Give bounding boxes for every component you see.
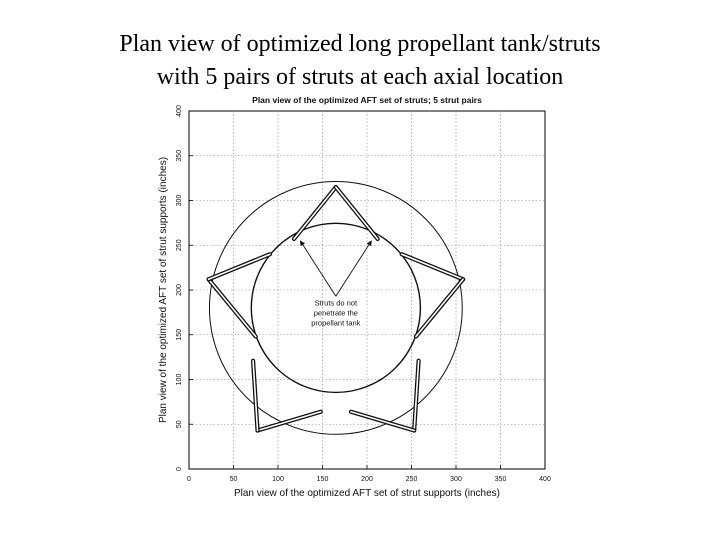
y-tick-label: 300	[176, 194, 183, 207]
y-tick-label: 250	[176, 239, 183, 252]
annotation-text-line: propellant tank	[311, 318, 361, 328]
x-tick-label: 250	[405, 476, 418, 483]
x-tick-label: 300	[450, 476, 462, 483]
y-tick-label: 200	[176, 284, 183, 296]
y-tick-label: 350	[176, 149, 183, 162]
y-tick-label: 0	[176, 467, 183, 471]
y-tick-label: 150	[176, 328, 183, 341]
x-tick-label: 100	[272, 476, 284, 483]
x-axis-label: Plan view of the optimized AFT set of strut supports (inches)	[233, 488, 501, 499]
x-tick-label: 200	[361, 476, 373, 483]
plot-title: Plan view of the optimized AFT set of struts; 5 strut pairs	[252, 95, 482, 105]
slide-title-line-2: with 5 pairs of struts at each axial location	[156, 64, 564, 90]
y-tick-label: 100	[176, 373, 183, 386]
x-tick-label: 0	[187, 476, 191, 483]
slide-title-line-1: Plan view of optimized long propellant tank/struts	[119, 31, 601, 57]
annotation-text-line: Struts do not	[314, 298, 358, 308]
x-tick-label: 400	[539, 476, 551, 483]
x-tick-label: 150	[316, 476, 329, 483]
annotation-text-line: penetrate the	[313, 308, 358, 318]
x-tick-label: 350	[494, 476, 507, 483]
x-tick-label: 50	[229, 476, 238, 483]
y-axis-label: Plan view of the optimized AFT set of strut supports (inches)	[158, 156, 169, 424]
y-tick-label: 400	[176, 105, 183, 117]
y-tick-label: 50	[176, 420, 183, 429]
